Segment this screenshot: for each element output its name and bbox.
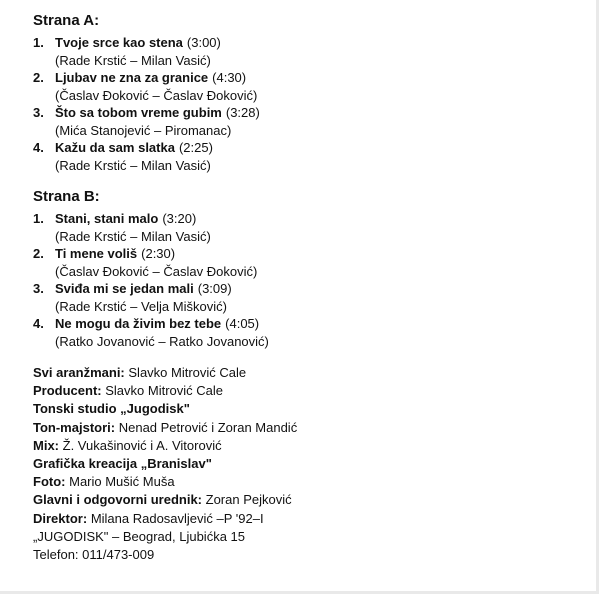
track-authors: (Časlav Đoković – Časlav Đoković) (55, 87, 258, 103)
track-number: 2. (33, 70, 44, 85)
track-authors: (Rade Krstić – Milan Vasić) (55, 157, 211, 173)
credit-label-address: „JUGODISK" – Beograd, Ljubićka 15 (33, 528, 245, 544)
track-duration: (3:00) (186, 35, 221, 50)
credit-mix: Mix: Ž. Vukašinović i A. Vitorović (33, 437, 222, 453)
track-authors: (Časlav Đoković – Časlav Đoković) (55, 263, 258, 279)
track-authors: (Rade Krstić – Velja Mišković) (55, 298, 227, 314)
track-item (33, 245, 573, 280)
track-number: 4. (33, 140, 44, 155)
track-duration: (3:20) (162, 211, 197, 226)
track-duration: (4:30) (212, 70, 247, 85)
track-item (33, 34, 573, 69)
track-number: 1. (33, 211, 44, 226)
credit-sound-engineers: Ton-majstori: Nenad Petrović i Zoran Mandić (33, 419, 298, 435)
credit-phone: Telefon: 011/473-009 (33, 547, 155, 563)
track-duration: (2:25) (178, 140, 213, 155)
credit-director: Direktor: Milana Radosavljević –P '92–I (33, 510, 264, 526)
track-title: Ti mene voliš (55, 246, 138, 261)
track-authors: (Rade Krstić – Milan Vasić) (55, 228, 211, 244)
side-b-heading: Strana B: (33, 188, 100, 205)
side-a-tracklist (33, 34, 573, 174)
side-b-tracklist (33, 210, 573, 350)
tracklist-content (33, 12, 573, 564)
track-number: 3. (33, 105, 44, 120)
track-authors: (Rade Krstić – Milan Vasić) (55, 52, 211, 68)
credits-block (33, 364, 573, 564)
track-title: Sviđa mi se jedan mali (55, 281, 194, 296)
track-item (33, 69, 573, 104)
track-item (33, 280, 573, 315)
track-title: Ne mogu da živim bez tebe (55, 316, 222, 331)
track-duration: (4:05) (225, 316, 260, 331)
credit-photo: Foto: Mario Mušić Muša (33, 474, 175, 490)
track-number: 3. (33, 281, 44, 296)
credit-graphic-design: Grafička kreacija „Branislav" (33, 456, 212, 472)
track-authors: (Ratko Jovanović – Ratko Jovanović) (55, 333, 269, 349)
track-item (33, 104, 573, 139)
track-title: Tvoje srce kao stena (55, 35, 183, 50)
track-authors: (Mića Stanojević – Piromanac) (55, 122, 232, 138)
track-number: 2. (33, 246, 44, 261)
credit-arrangements: Svi aranžmani: Slavko Mitrović Cale (33, 365, 247, 380)
track-title: Stani, stani malo (55, 211, 159, 226)
track-item (33, 210, 573, 245)
track-duration: (3:09) (197, 281, 232, 296)
track-title: Ljubav ne zna za granice (55, 70, 209, 85)
track-number: 4. (33, 316, 44, 331)
credit-studio: Tonski studio „Jugodisk" (33, 401, 190, 417)
track-item (33, 139, 573, 174)
track-duration: (3:28) (225, 105, 260, 120)
side-a-heading: Strana A: (33, 12, 100, 29)
track-item (33, 315, 573, 350)
track-duration: (2:30) (141, 246, 176, 261)
track-title: Što sa tobom vreme gubim (55, 105, 222, 120)
credit-producer: Producent: Slavko Mitrović Cale (33, 383, 224, 399)
credit-editor: Glavni i odgovorni urednik: Zoran Pejković (33, 492, 292, 508)
track-number: 1. (33, 35, 44, 50)
track-title: Kažu da sam slatka (55, 140, 175, 155)
